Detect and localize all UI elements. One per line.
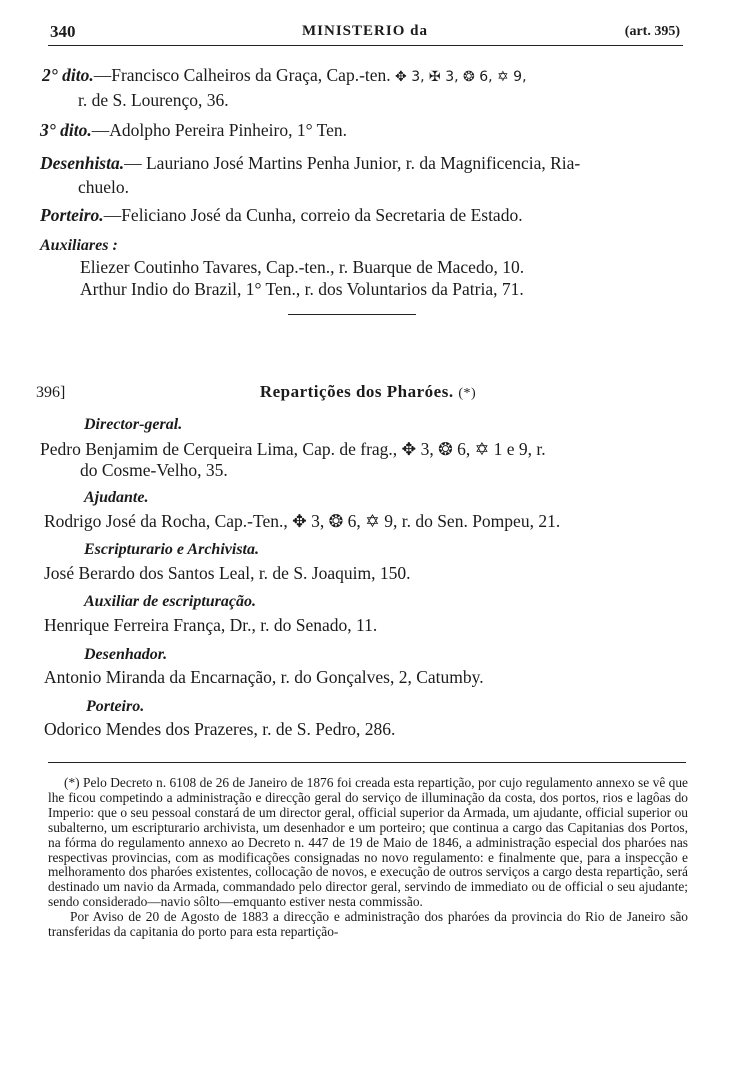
role-auxiliar-escripturacao: Auxiliar de escripturação. [84,593,257,610]
section-title-text: Repartições dos Pharóes. [259,382,454,401]
entry-label: 2° dito. [42,65,94,85]
entry-3-dito [40,118,347,143]
entry-label: 3° dito. [40,120,92,140]
director-geral-entry: Pedro Benjamim de Cerqueira Lima, Cap. de frag., ✥ 3, ❂ 6, ✡ 1 e 9, r. [40,439,546,459]
entry-label: Desenhista. [40,153,125,173]
section-title [0,382,736,402]
entry-2-dito-cont: r. de S. Lourenço, 36. [78,90,229,110]
footnote-paragraph: (*) Pelo Decreto n. 6108 de 26 de Janeiro de 1876 foi creada esta repartição, por cujo regulamento annexo se vê que lhe ficou competindo a administração e direcção geral do serviço de illuminação da costa, dos portos, rios e lagôas do Imperio: que o seu pessoal constará de um director geral, official superior da Armada, um ajudante, official superior ou subalterno, um escripturario archivista, um desenhador e um porteiro; que continua a cargo das Capitanias dos Portos, na fórma do regulamento annexo ao Decreto n. 447 de 19 de Maio de 1846, a administração especial dos pharóes nas respectivas provincias, com as modificações consignadas no novo regulamento: e finalmente que, para a inspecção e melhoramento dos pharóes existentes, collocação de novos, e execução de outros serviços a cargo desta repartição, será destinado um navio da Armada, commandado pelo director geral, servindo de immediato ou de official o seu ajudante; sendo considerado—navio sôlto—emquanto estiver nesta commissão. [48,775,688,910]
role-escripturario: Escripturario e Archivista. [84,541,259,558]
entry-desenhista-cont: chuelo. [78,177,130,197]
role-director-geral: Director-geral. [84,416,183,433]
article-reference: (art. 395) [624,24,680,39]
entry-text: —Adolpho Pereira Pinheiro, 1° Ten. [91,120,348,140]
entry-text: — Lauriano José Martins Penha Junior, r. da Magnificencia, Ria- [124,153,581,173]
auxiliar-entry: Arthur Indio do Brazil, 1° Ten., r. dos Voluntarios da Patria, 71. [80,279,524,299]
entry-label: Porteiro. [40,205,104,225]
order-symbols: ✥ 3, ✠ 3, ❂ 6, ✡ 9, [395,69,527,85]
footnote [48,776,688,940]
auxiliares-label: Auxiliares : [40,237,118,254]
section-divider [288,314,416,315]
role-desenhador: Desenhador. [84,646,168,663]
director-geral-entry-cont: do Cosme-Velho, 35. [80,460,228,480]
desenhador-entry: Antonio Miranda da Encarnação, r. do Gonçalves, 2, Catumby. [44,667,484,687]
ajudante-entry: Rodrigo José da Rocha, Cap.-Ten., ✥ 3, ❂ 6, ✡ 9, r. do Sen. Pompeu, 21. [44,511,561,531]
escripturario-entry: José Berardo dos Santos Leal, r. de S. Joaquim, 150. [44,563,411,583]
running-title: MINISTERIO da [302,23,428,39]
header-rule [48,45,683,46]
entry-text: —Francisco Calheiros da Graça, Cap.-ten. [93,65,391,85]
page-header [50,22,680,44]
article-number: 396] [36,384,66,401]
entry-porteiro [40,203,523,228]
page-number: 340 [50,22,76,41]
porteiro-entry: Odorico Mendes dos Prazeres, r. de S. Pedro, 286. [44,719,396,739]
footnote-paragraph: Por Aviso de 20 de Agosto de 1883 a direcção e administração dos pharóes da provincia do Rio de Janeiro são transferidas da capitania do porto para esta repartição- [48,909,688,940]
auxiliar-entry: Eliezer Coutinho Tavares, Cap.-ten., r. Buarque de Macedo, 10. [80,257,525,277]
footnote-mark: (*) [458,386,477,401]
auxiliar-escripturacao-entry: Henrique Ferreira França, Dr., r. do Senado, 11. [44,615,378,635]
entry-2-dito [42,63,527,90]
footnote-rule [48,762,686,763]
entry-text: —Feliciano José da Cunha, correio da Secretaria de Estado. [103,205,523,225]
role-porteiro: Porteiro. [86,698,145,715]
entry-desenhista [40,151,580,176]
role-ajudante: Ajudante. [84,489,149,506]
